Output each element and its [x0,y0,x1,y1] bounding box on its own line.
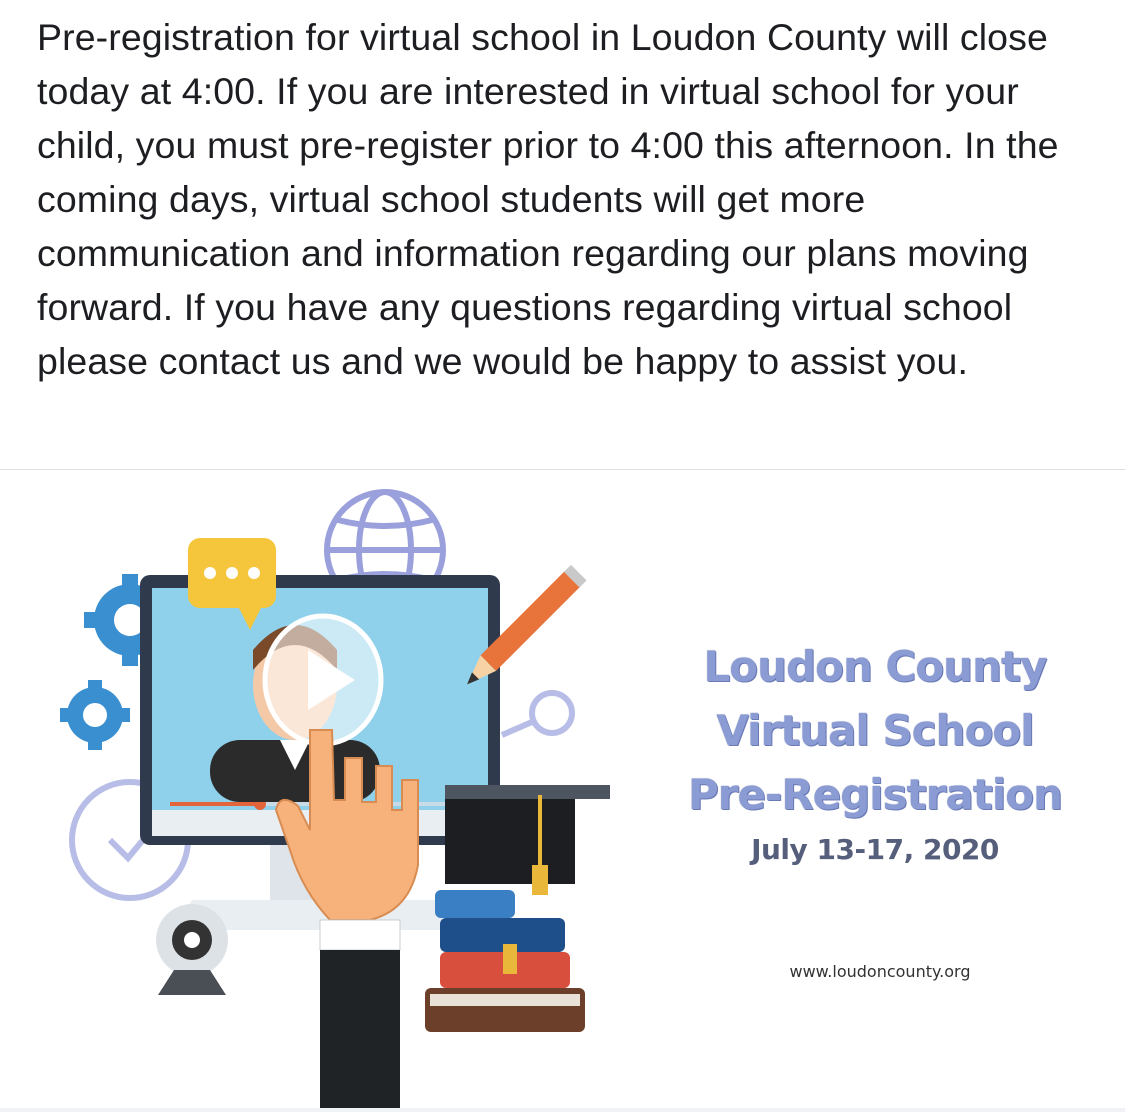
webcam-icon [156,904,228,995]
flyer-url: www.loudoncounty.org [789,962,971,981]
flyer-title-line: Virtual School [716,706,1034,755]
flyer-title-line: Pre-Registration [687,770,1063,819]
post-text: Pre-registration for virtual school in Loudon County will close today at 4:00. If you are interested in virtual school for your child, you must pre-register prior to 4:00 this afternoon. In the coming days, virtual school students will get more communication and information regarding our plans moving forward. If you have any questions regarding virtual school please contact us and we would be happy to assist you. [37,16,1059,382]
post-image[interactable] [0,470,1125,1112]
bottom-border [0,1108,1125,1112]
graduation-cap-icon [445,785,610,895]
play-icon [265,616,381,744]
books-icon [425,890,585,1032]
flyer-title-line: Loudon County [703,642,1047,691]
flyer-dates: July 13-17, 2020 [751,833,999,866]
online-learning-illustration-icon [40,470,640,1112]
flyer-title [640,635,1110,866]
